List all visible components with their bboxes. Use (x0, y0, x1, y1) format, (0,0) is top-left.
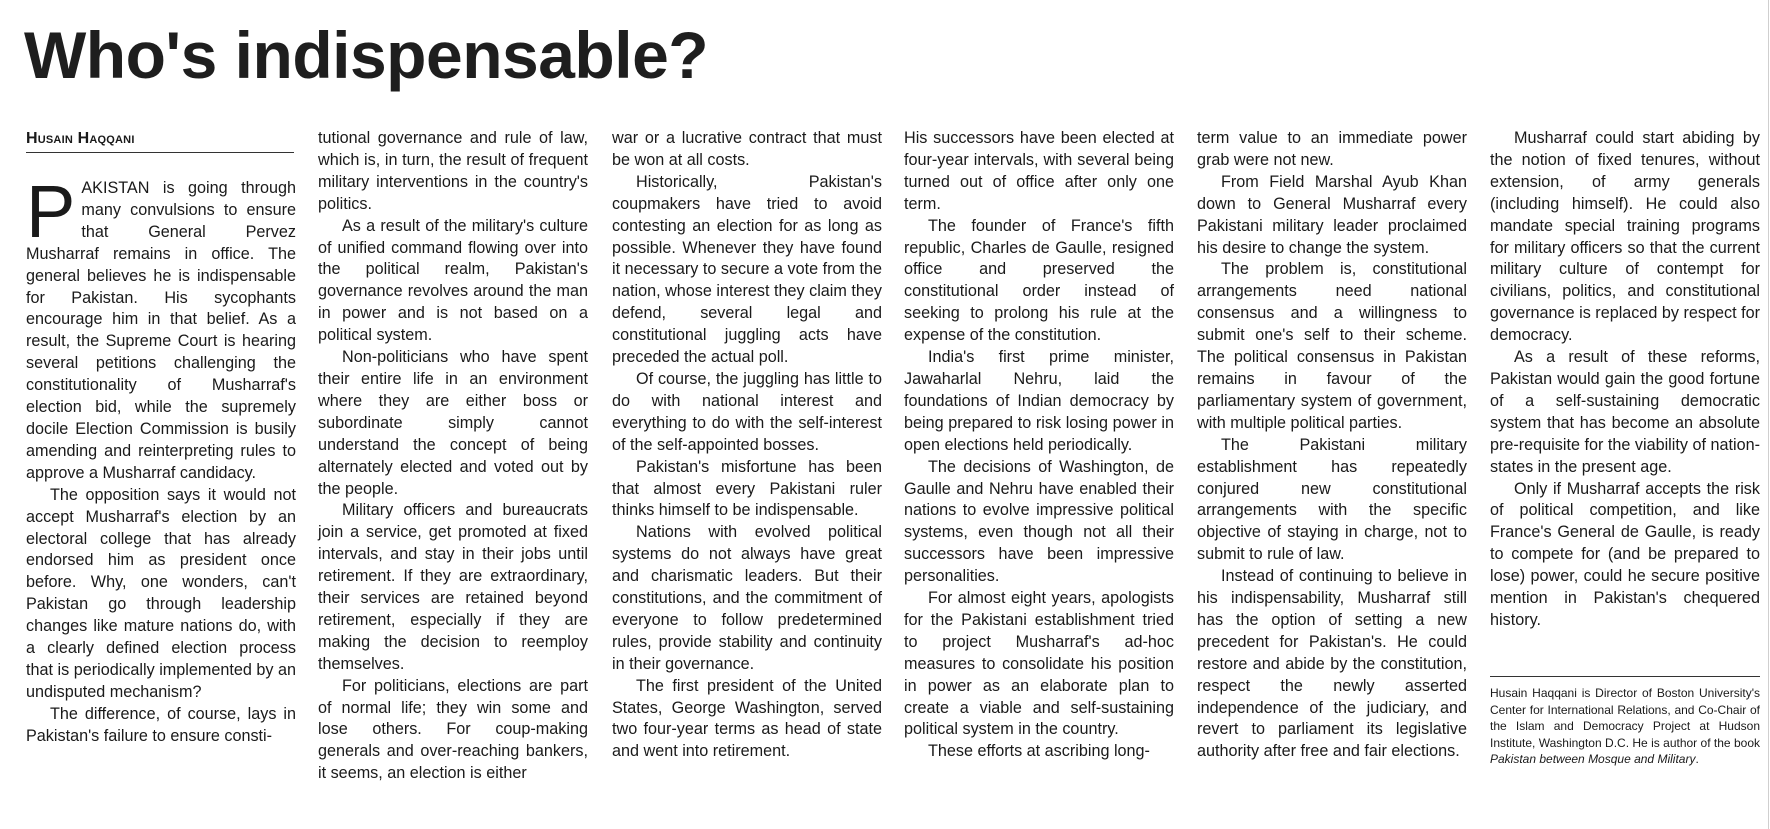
paragraph: Historically, Pakistan's coupmakers have tried to avoid contesting an election for as long as possible. Whenever they have found it necessary to secure a vote from the nation, whose interest they claim they defend, several legal and constitutional juggling acts have preceded the actual poll. (612, 172, 882, 367)
paragraph: Of course, the juggling has little to do with national interest and everything to do with the self-interest of the self-appointed bosses. (612, 369, 882, 454)
paragraph: These efforts at ascribing long- (928, 742, 1150, 761)
bio-text: Husain Haqqani is Director of Boston University's Center for International Relations, and Co-Chair of the Islam and Democracy Project at Hudson Institute, Washington D.C. He is author of the book (1490, 686, 1760, 750)
bio-divider (1490, 676, 1760, 677)
column-5 (1197, 128, 1467, 763)
paragraph: India's first prime minister, Jawaharlal Nehru, laid the foundations of Indian democracy by being prepared to risk losing power in open elections held periodically. (904, 348, 1174, 454)
column-6 (1490, 128, 1760, 632)
paragraph: Non-politicians who have spent their entire life in an environment where they are either boss or subordinate simply cannot understand the concept of being alternately elected and voted out by the people. (318, 348, 588, 498)
paragraph: Only if Musharraf accepts the risk of political competition, and like France's General de Gaulle, is ready to compete for (and be prepared to lose) power, could he secure positive mention in Pakistan's chequered history. (1490, 479, 1760, 629)
paragraph: From Field Marshal Ayub Khan down to General Musharraf every Pakistani military leader proclaimed his desire to change the system. (1197, 172, 1467, 257)
paragraph: For almost eight years, apologists for the Pakistani establishment tried to project Musharraf's ad-hoc measures to consolidate his position in power as an elaborate plan to create a viable and self-sustaining political system in the country. (904, 589, 1174, 739)
paragraph: As a result of these reforms, Pakistan would gain the good fortune of a self-sustaining democratic system that has become an absolute pre-requisite for the viability of nation-states in the present age. (1490, 348, 1760, 476)
paragraph: Pakistan's misfortune has been that almost every Pakistani ruler thinks himself to be indispensable. (612, 457, 882, 520)
paragraph: Instead of continuing to believe in his indispensability, Musharraf still has the option of setting a new precedent for Pakistan's. He could restore and abide by the constitution, respect the newly asserted independence of the judiciary, and revert to parliament its legislative authority after free and fair elections. (1197, 567, 1467, 761)
paragraph: As a result of the military's culture of unified command flowing over into the political realm, Pakistan's governance revolves around the man in power and is not based on a political system. (318, 216, 588, 345)
paragraph: For politicians, elections are part of normal life; they win some and lose others. For coup-making generals and over-reaching bankers, it seems, an election is either (318, 676, 588, 783)
drop-cap: P (26, 170, 76, 253)
paragraph: Musharraf could start abiding by the notion of fixed tenures, without extension, of army generals (including himself). He could also mandate special training programs for military officers so that the current military culture of contempt for civilians, politics, and constitutional governance is replaced by respect for democracy. (1490, 129, 1760, 345)
paragraph: war or a lucrative contract that must be won at all costs. (612, 129, 882, 169)
paragraph: His successors have been elected at four-year intervals, with several being turned out of office after only one term. (904, 129, 1174, 213)
paragraph: The Pakistani military establishment has repeatedly conjured new constitutional arrangements with the specific objective of staying in charge, not to submit to rule of law. (1197, 435, 1467, 564)
paragraph: The difference, of course, lays in Pakistan's failure to ensure consti- (26, 704, 296, 745)
bio-end: . (1695, 752, 1699, 766)
paragraph: The problem is, constitutional arrangements need national consensus and a willingness to submit one's self to their scheme. The political consensus in Pakistan remains in favour of the parliamentary system of government, with multiple political parties. (1197, 260, 1467, 432)
paragraph: term value to an immediate power grab were not new. (1197, 129, 1467, 169)
column-1 (26, 170, 296, 748)
paragraph (26, 170, 296, 485)
paragraph: The first president of the United States, George Washington, served two four-year terms as head of state and went into retirement. (612, 676, 882, 761)
column-2 (318, 128, 588, 785)
column-3 (612, 128, 882, 763)
author-bio (1490, 685, 1760, 768)
paragraph: Nations with evolved political systems do not always have great and charismatic leaders. But their constitutions, and the commitment of everyone to follow predetermined rules, provide stability and continuity in their governance. (612, 523, 882, 673)
paragraph: tutional governance and rule of law, which is, in turn, the result of frequent military interventions in the country's politics. (318, 129, 588, 213)
paragraph: The founder of France's fifth republic, Charles de Gaulle, resigned office and preserved the constitutional order instead of seeking to prolong his rule at the expense of the constitution. (904, 216, 1174, 345)
paragraph: The decisions of Washington, de Gaulle and Nehru have enabled their nations to evolve impressive political systems, even though not all their successors have been impressive personalities. (904, 457, 1174, 586)
paragraph: The opposition says it would not accept Musharraf's election by an electoral college that has already endorsed him as president once before. Why, one wonders, can't Pakistan go through leadership changes like mature nations do, with a clearly defined election process that is periodically implemented by an undisputed mechanism? (26, 485, 296, 701)
column-4 (904, 128, 1174, 763)
paragraph-text: AKISTAN is going through many convulsions to ensure that General Pervez Musharraf remains in office. The general believes he is indispensable for Pakistan. His sycophants encourage him in that belief. As a result, the Supreme Court is hearing several petitions challenging the constitutionality of Musharraf's election bid, while the supremely docile Election Commission is busily amending and reinterpreting rules to approve a Musharraf candidacy. (26, 179, 296, 482)
book-title: Pakistan between Mosque and Military (1490, 752, 1696, 766)
headline: Who's indispensable? (24, 18, 709, 92)
paragraph: Military officers and bureaucrats join a service, get promoted at fixed intervals, and stay in their jobs until retirement. If they are extraordinary, their services are retained beyond retirement, especially if they are making the decision to reemploy themselves. (318, 501, 588, 673)
page-edge (1768, 0, 1769, 829)
byline: Husain Haqqani (26, 130, 294, 153)
